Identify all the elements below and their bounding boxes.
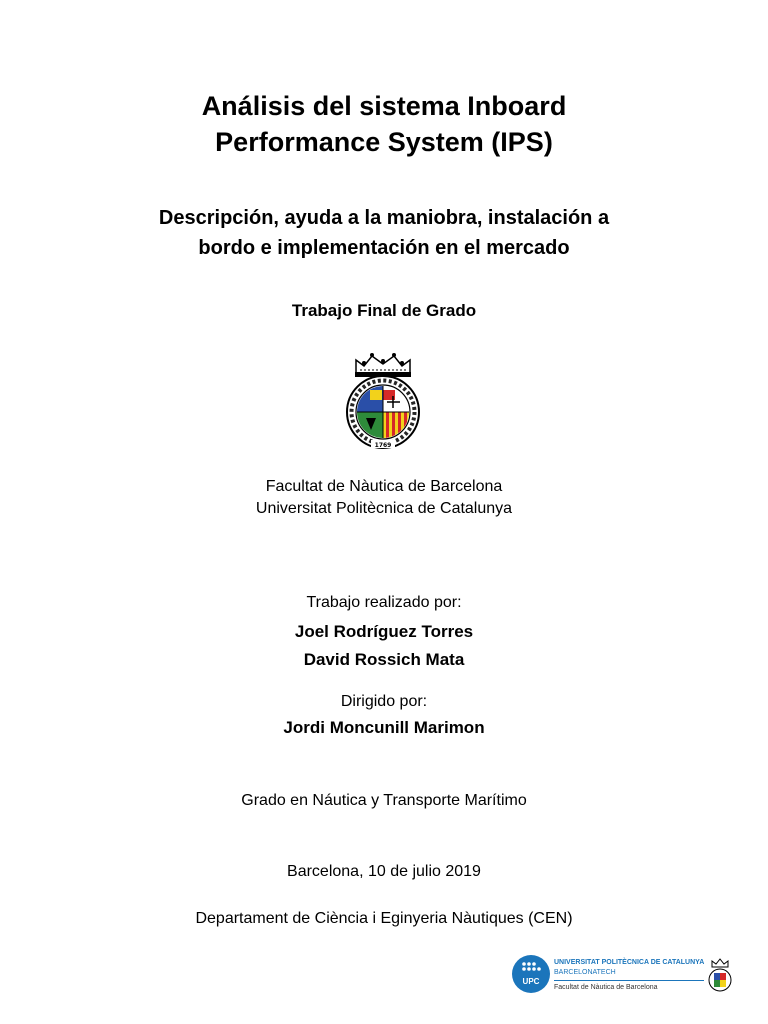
document-subtitle [0,203,768,263]
upc-acronym: UPC [522,977,540,986]
director-name: Jordi Moncunill Marimon [283,718,485,737]
small-crest-icon [708,958,732,994]
subtitle-line-1: Descripción, ayuda a la maniobra, instalación a [158,207,610,229]
subtitle-line-2: bordo e implementación en el mercado [198,237,570,259]
upc-dots-icon [521,961,541,975]
upc-footer-logo [512,955,737,997]
document-type: Trabajo Final de Grado [291,301,477,320]
upc-line-2: BARCELONATECH [554,969,616,976]
title-line-1: Análisis del sistema Inboard [201,91,567,121]
upc-logo-text [554,958,704,993]
crown-icon [355,353,411,377]
upc-line-1: UNIVERSITAT POLITÈCNICA DE CATALUNYA [554,959,705,966]
university-name: Universitat Politècnica de Catalunya [255,500,513,517]
institution-block [0,476,768,520]
authors-label: Trabajo realizado por: [306,594,462,611]
upc-line-3: Facultat de Nàutica de Barcelona [554,980,704,993]
place-date: Barcelona, 10 de julio 2019 [287,863,481,880]
author-name: David Rossich Mata [303,650,465,669]
crest-year: 1769 [374,442,392,449]
faculty-crest-icon [342,350,424,450]
title-line-2: Performance System (IPS) [215,127,553,157]
degree-name: Grado en Náutica y Transporte Marítimo [241,792,527,809]
department-name: Departament de Ciència i Eginyeria Nàutiques (CEN) [195,910,573,927]
authors-list [0,618,768,674]
upc-logo-icon [512,955,550,993]
document-title [0,88,768,160]
author-name: Joel Rodríguez Torres [294,622,474,641]
faculty-name: Facultat de Nàutica de Barcelona [265,478,503,495]
director-label: Dirigido por: [340,693,428,710]
